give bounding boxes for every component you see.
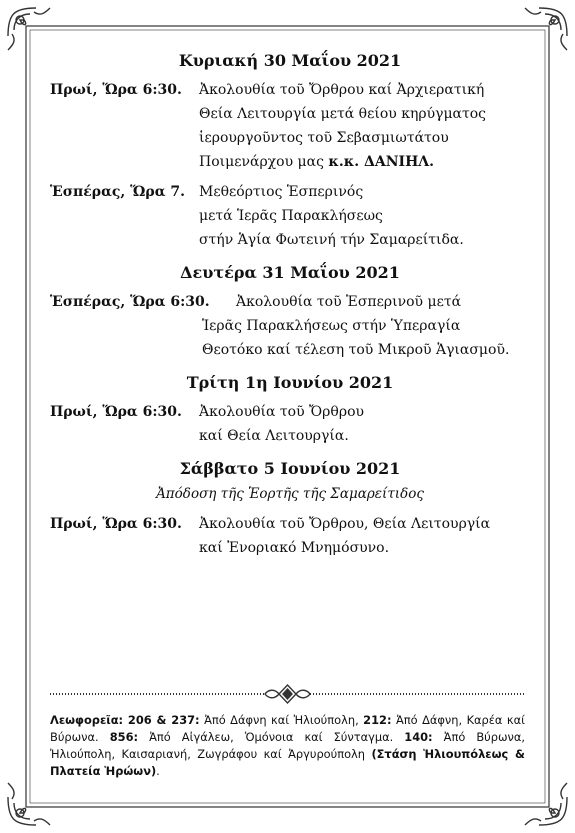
description-line: Ἱερᾶς Παρακλήσεως στήν Ὑπεραγία (202, 318, 461, 334)
service-time: Ἑσπέρας, Ὥρα 7. (50, 184, 185, 200)
service-entry (50, 290, 530, 362)
description-text: Ποιμενάρχου μας (199, 154, 329, 170)
service-description (199, 180, 530, 252)
bus-stop: (Στάση Ἡλιουπόλεως & Πλατεία Ἡρώων) (50, 747, 525, 778)
bus-route: 206 & 237: (123, 713, 200, 727)
description-line: Θεοτόκο καί τέλεση τοῦ Μικροῦ Ἁγιασμοῦ. (202, 342, 510, 358)
day-title: Κυριακή 30 Μαΐου 2021 (178, 51, 402, 70)
bus-label: Λεωφορεῖα: (50, 713, 124, 727)
bus-route-text: Ἀπό Δάφνη καί Ἠλιούπολη, (199, 713, 364, 727)
service-entry (50, 512, 530, 560)
day-title: Τρίτη 1η Ιουνίου 2021 (186, 373, 394, 392)
description-line: Μεθεόρτιος Ἑσπερινός (199, 184, 364, 200)
bishop-name: κ.κ. ΔΑΝΙΗΛ. (328, 154, 435, 170)
bus-end: . (156, 764, 160, 778)
bus-route: 140: (404, 730, 433, 744)
service-description (199, 400, 530, 448)
bus-route: 856: (109, 730, 139, 744)
description-line: καί Ἐνοριακό Μνημόσυνο. (199, 540, 390, 556)
description-line: ἱερουργοῦντος τοῦ Σεβασμιωτάτου (199, 130, 449, 146)
bus-route-text: Ἀπό Βύρωνα, Ἠλιούπολη, Καισαριανή, Ζωγράφου καί Ἀργυρούπολη (50, 730, 526, 761)
service-time: Πρωί, Ὥρα 6:30. (50, 516, 182, 532)
service-description (202, 290, 530, 362)
day-block (50, 372, 530, 448)
bus-route-text: Ἀπό Δάφνη, Καρέα καί Βύρωνα. (50, 713, 525, 744)
service-entry (50, 400, 530, 448)
service-entry (50, 180, 530, 252)
description-line (199, 150, 530, 174)
service-description (199, 78, 530, 174)
day-block (50, 50, 530, 252)
ornament-divider-icon (50, 682, 525, 706)
description-line: καί Θεία Λειτουργία. (199, 428, 349, 444)
ornamental-corner-icon (8, 783, 50, 825)
bus-info (50, 712, 525, 780)
description-line: Ἀκολουθία τοῦ Ὄρθρου καί Ἀρχιερατική (199, 82, 485, 98)
service-time: Πρωί, Ὥρα 6:30. (50, 404, 182, 420)
service-time: Πρωί, Ὥρα 6:30. (50, 82, 182, 98)
ornamental-corner-icon (525, 783, 567, 825)
description-line: Θεία Λειτουργία μετά θείου κηρύγματος (199, 106, 487, 122)
description-line: μετά Ἱερᾶς Παρακλήσεως (199, 208, 383, 224)
service-entry (50, 78, 530, 174)
description-line: Ἀκολουθία τοῦ Ὄρθρου, Θεία Λειτουργία (199, 516, 491, 532)
feast-subtitle: Ἀπόδοση τῆς Ἑορτῆς τῆς Σαμαρείτιδος (156, 486, 424, 502)
ornamental-corner-icon (525, 8, 567, 50)
service-description (199, 512, 530, 560)
description-line: Ἀκολουθία τοῦ Ὄρθρου (199, 404, 365, 420)
day-title: Σάββατο 5 Ιουνίου 2021 (179, 459, 401, 478)
day-block (50, 458, 530, 560)
day-title: Δευτέρα 31 Μαΐου 2021 (180, 263, 400, 282)
ornamental-corner-icon (8, 8, 50, 50)
description-line: στήν Ἁγία Φωτεινή τήν Σαμαρείτιδα. (199, 232, 464, 248)
schedule-content (50, 50, 530, 570)
description-line: Ἀκολουθία τοῦ Ἑσπερινοῦ μετά (236, 294, 462, 310)
service-time: Ἑσπέρας, Ὥρα 6:30. (50, 294, 210, 310)
bus-route: 212: (363, 713, 392, 727)
day-block (50, 262, 530, 362)
bus-route-text: Ἀπό Αἰγάλεω, Ὁμόνοια καί Σύνταγμα. (138, 730, 405, 744)
